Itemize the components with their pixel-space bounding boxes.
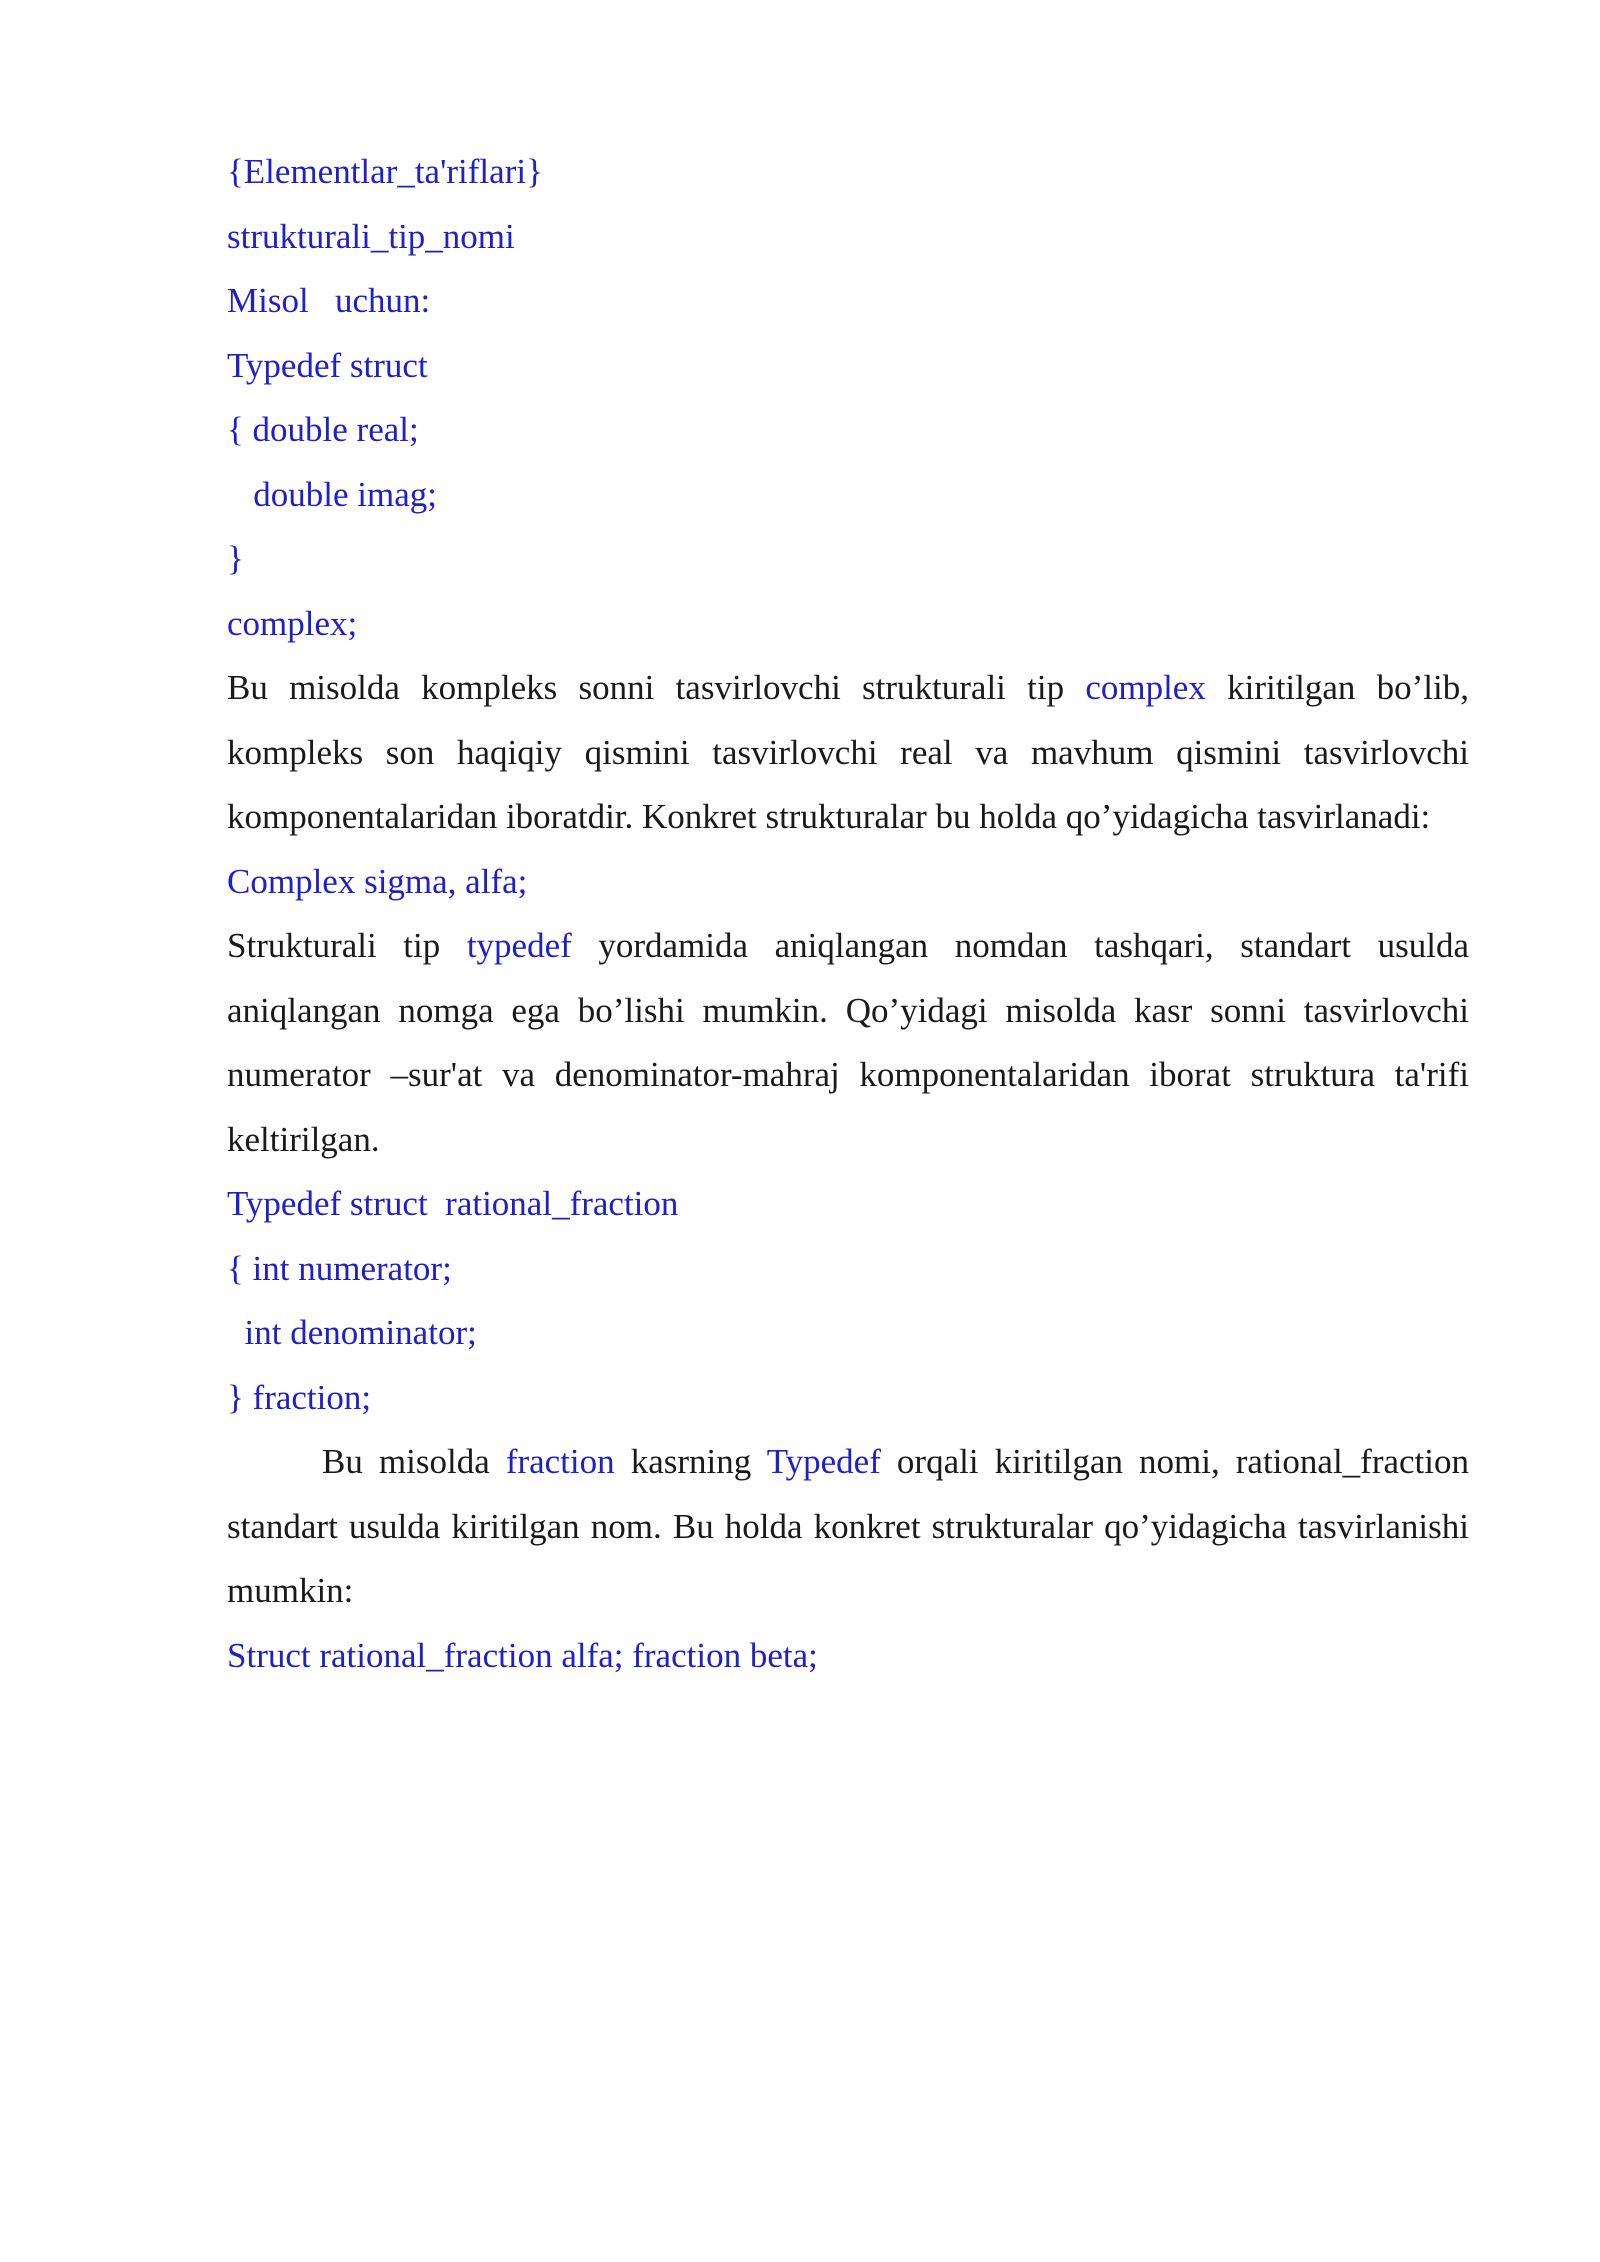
paragraph <box>227 656 1469 850</box>
paragraph <box>227 1430 1469 1624</box>
paragraph-text: kiritilgan bo’lib, kompleks son haqiqiy qismini tasvirlovchi real va mavhum qismini tasvirlovchi komponentalaridan iboratdir. Konkret strukturalar bu holda qo’yidagicha tasvirlanadi: <box>227 668 1469 836</box>
paragraph-text: Bu misolda kompleks sonni tasvirlovchi strukturali tip <box>227 668 1086 707</box>
code-line: Struct rational_fraction alfa; fraction beta; <box>227 1635 818 1675</box>
paragraph-text: Bu misolda <box>322 1442 506 1481</box>
inline-code: complex <box>1085 668 1206 707</box>
code-line: Misol uchun: <box>227 281 431 320</box>
inline-code: typedef <box>466 926 572 965</box>
paragraph <box>227 914 1469 1172</box>
code-line: double imag; <box>227 474 437 514</box>
code-line: { int numerator; <box>227 1248 452 1288</box>
code-line: int denominator; <box>227 1313 477 1352</box>
paragraph-text: kasrning <box>614 1442 767 1481</box>
paragraph-text: orqali kiritilgan nomi, rational_fraction standart usulda kiritilgan nom. Bu holda konkret strukturalar qo’yidagicha tasvirlanishi mumkin: <box>227 1442 1469 1610</box>
inline-code: fraction <box>505 1442 615 1481</box>
inline-code: Typedef <box>766 1442 881 1481</box>
code-line: Complex sigma, alfa; <box>227 861 528 901</box>
code-line: } fraction; <box>227 1377 372 1417</box>
code-line: {Elementlar_ta'riflari} <box>227 152 543 191</box>
code-line: complex; <box>227 603 358 643</box>
document-content <box>227 140 1469 1688</box>
paragraph-text: yordamida aniqlangan nomdan tashqari, standart usulda aniqlangan nomga ega bo’lishi mumkin. Qo’yidagi misolda kasr sonni tasvirlovchi numerator –sur'at va denominator-mahraj komponentalaridan iborat struktura ta'rifi keltirilgan. <box>227 926 1469 1159</box>
code-line: Typedef struct rational_fraction <box>227 1184 679 1223</box>
code-line: } <box>227 539 244 578</box>
paragraph-text: Strukturali tip <box>227 926 467 965</box>
code-line: Typedef struct <box>227 345 428 385</box>
code-line: { double real; <box>227 410 419 449</box>
code-line: strukturali_tip_nomi <box>227 216 515 256</box>
